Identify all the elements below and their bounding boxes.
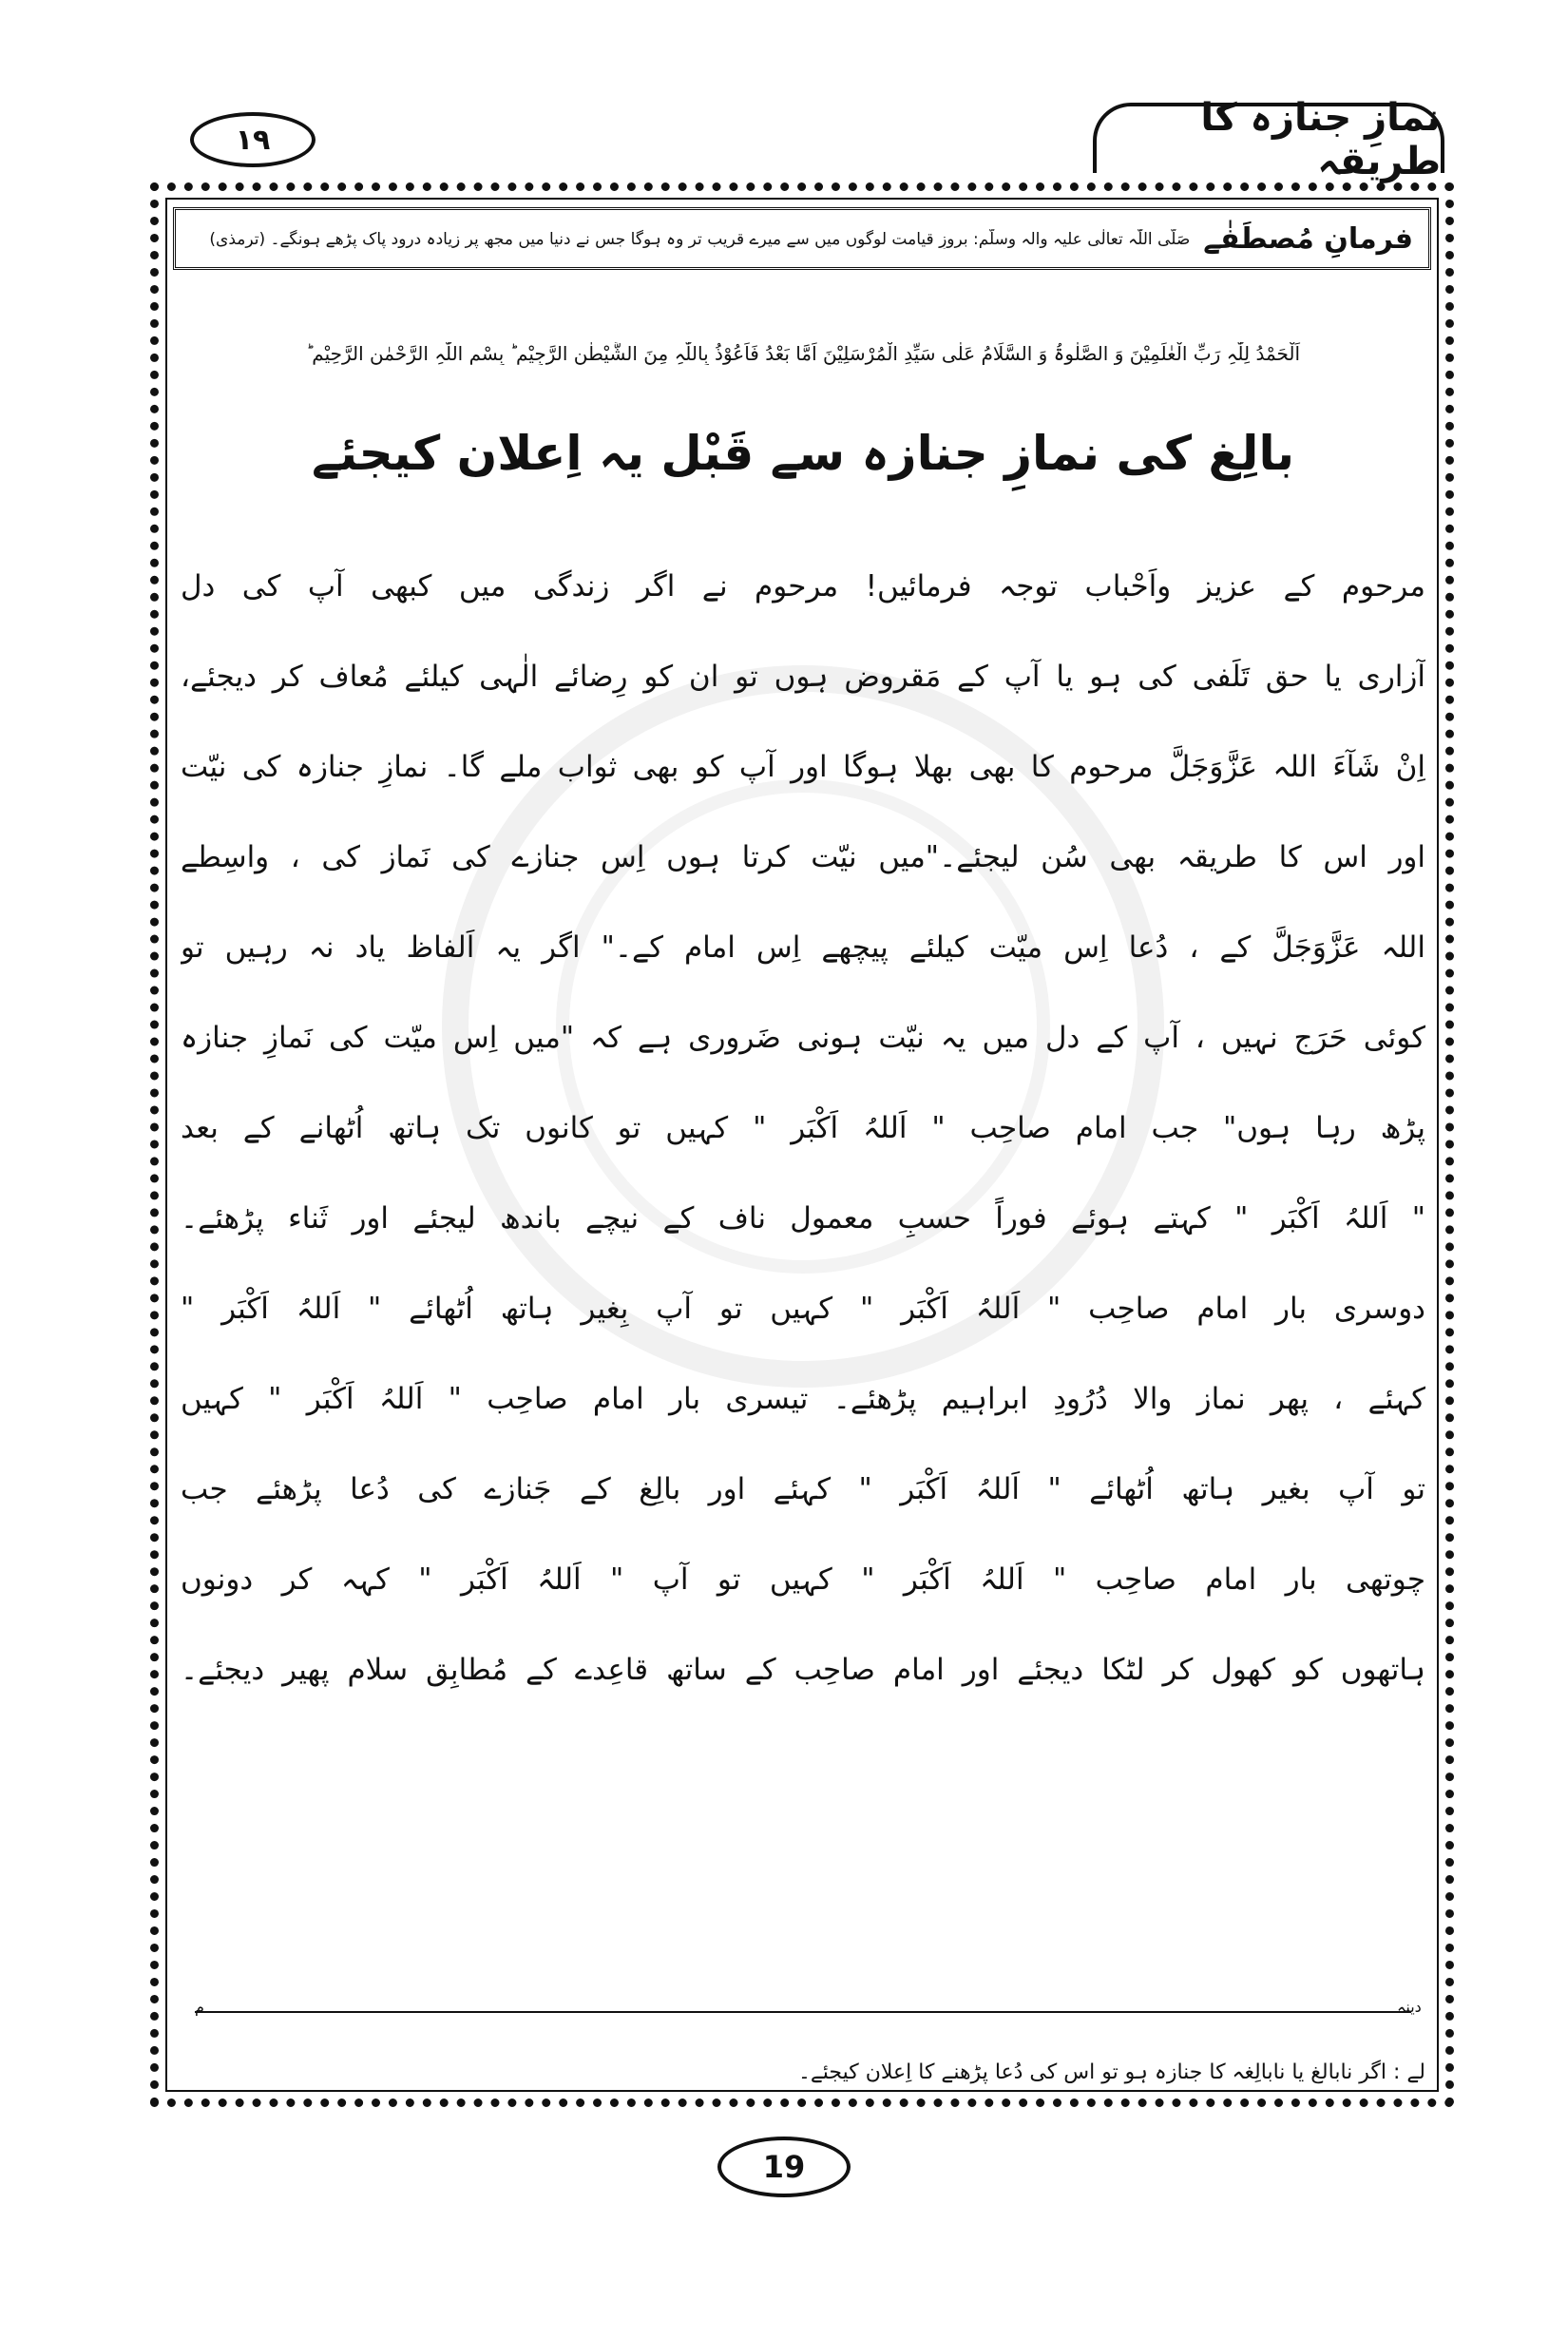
page-title: نمازِ جنازہ کا طریقہ xyxy=(1093,103,1444,173)
opening-invocation: اَلْحَمْدُ لِلّٰہِ رَبِّ الْعٰلَمِیْنَ وَ الصَّلٰوۃُ وَ السَّلَامُ عَلٰی سَیِّدِ الْمُرْسَلِیْنَ اَمَّا بَعْدُ فَاَعُوْذُ بِاللّٰہِ مِنَ الشَّیْطٰنِ الرَّجِیْمِ ؕ بِسْمِ اللّٰہِ الرَّحْمٰنِ الرَّحِیْمِ ؕ xyxy=(305,342,1301,365)
body-line: کہئے ، پھر نماز والا دُرُودِ ابراہیم پڑھئے۔ تیسری بار امام صاحِب " اَللہُ اَکْبَر " کہیں xyxy=(181,1382,1425,1416)
footnote-divider xyxy=(195,2011,1411,2013)
body-text xyxy=(181,542,1425,1715)
body-line: ہاتھوں کو کھول کر لٹکا دیجئے اور امام صاحِب کے ساتھ قاعِدے کے مُطابِق سلام پھیر دیجئے۔ xyxy=(181,1653,1425,1687)
footnote: لے : اگر نابالغ یا نابالِغہ کا جنازہ ہو تو اس کی دُعا پڑھنے کا اِعلان کیجئے۔ xyxy=(798,2060,1425,2084)
footnote-divider-right-mark: دینہ xyxy=(1397,1998,1422,2016)
body-line: اور اس کا طریقہ بھی سُن لیجئے۔"میں نیّت کرتا ہوں اِس جنازے کی نَماز کی ، واسِطے xyxy=(181,840,1425,874)
section-heading: بالِغ کی نمازِ جنازہ سے قَبْل یہ اِعلان کیجئے xyxy=(311,426,1295,481)
body-line: تو آپ بغیر ہاتھ اُٹھائے " اَللہُ اَکْبَر " کہئے اور بالِغ کے جَنازے کی دُعا پڑھئے جب xyxy=(181,1472,1425,1506)
hadith-box xyxy=(173,207,1431,270)
body-line: " اَللہُ اَکْبَر " کہتے ہوئے فوراً حسبِ معمول ناف کے نیچے باندھ لیجئے اور ثَناء پڑھئے۔ xyxy=(181,1201,1425,1236)
body-line: مرحوم کے عزیز واَحْباب توجہ فرمائیں! مرحوم نے اگر زندگی میں کبھی آپ کی دل xyxy=(181,569,1425,604)
body-line: دوسری بار امام صاحِب " اَللہُ اَکْبَر " کہیں تو آپ بِغیر ہاتھ اُٹھائے " اَللہُ اَکْبَر " xyxy=(181,1292,1425,1326)
body-line: پڑھ رہا ہوں" جب امام صاحِب " اَللہُ اَکْبَر " کہیں تو کانوں تک ہاتھ اُٹھانے کے بعد xyxy=(181,1111,1425,1145)
page-number-urdu: ۱۹ xyxy=(190,112,316,167)
body-line: آزاری یا حق تَلَفی کی ہو یا آپ کے مَقروض ہوں تو ان کو رِضائے الٰہی کیلئے مُعاف کر دیجئے، xyxy=(181,660,1425,694)
footnote-divider-left-mark: م xyxy=(195,1998,204,2016)
body-line: اللہ عَزَّوَجَلَّ کے ، دُعا اِس میّت کیلئے پیچھے اِس امام کے۔" اگر یہ اَلفاظ یاد نہ رہیں تو xyxy=(181,930,1425,965)
hadith-title: فرمانِ مُصطَفٰے xyxy=(1203,221,1413,256)
hadith-text: صَلَّی اللّٰہ تعالٰی علیہ والہ وسلَّم: بروزِ قیامت لوگوں میں سے میرے قریب تر وہ ہوگا جس نے دنیا میں مجھ پر زیادہ درود پاک پڑھے ہونگے۔ (ترمذی) xyxy=(209,229,1191,249)
body-line: اِنْ شَآءَ اللہ عَزَّوَجَلَّ مرحوم کا بھی بھلا ہوگا اور آپ کو بھی ثواب ملے گا۔ نمازِ جنازہ کی نیّت xyxy=(181,750,1425,784)
body-line: چوتھی بار امام صاحِب " اَللہُ اَکْبَر " کہیں تو آپ " اَللہُ اَکْبَر " کہہ کر دونوں xyxy=(181,1562,1425,1597)
body-line: کوئی حَرَج نہیں ، آپ کے دل میں یہ نیّت ہونی ضَروری ہے کہ "میں اِس میّت کی نَمازِ جنازہ xyxy=(181,1021,1425,1055)
page-number: 19 xyxy=(717,2137,851,2197)
